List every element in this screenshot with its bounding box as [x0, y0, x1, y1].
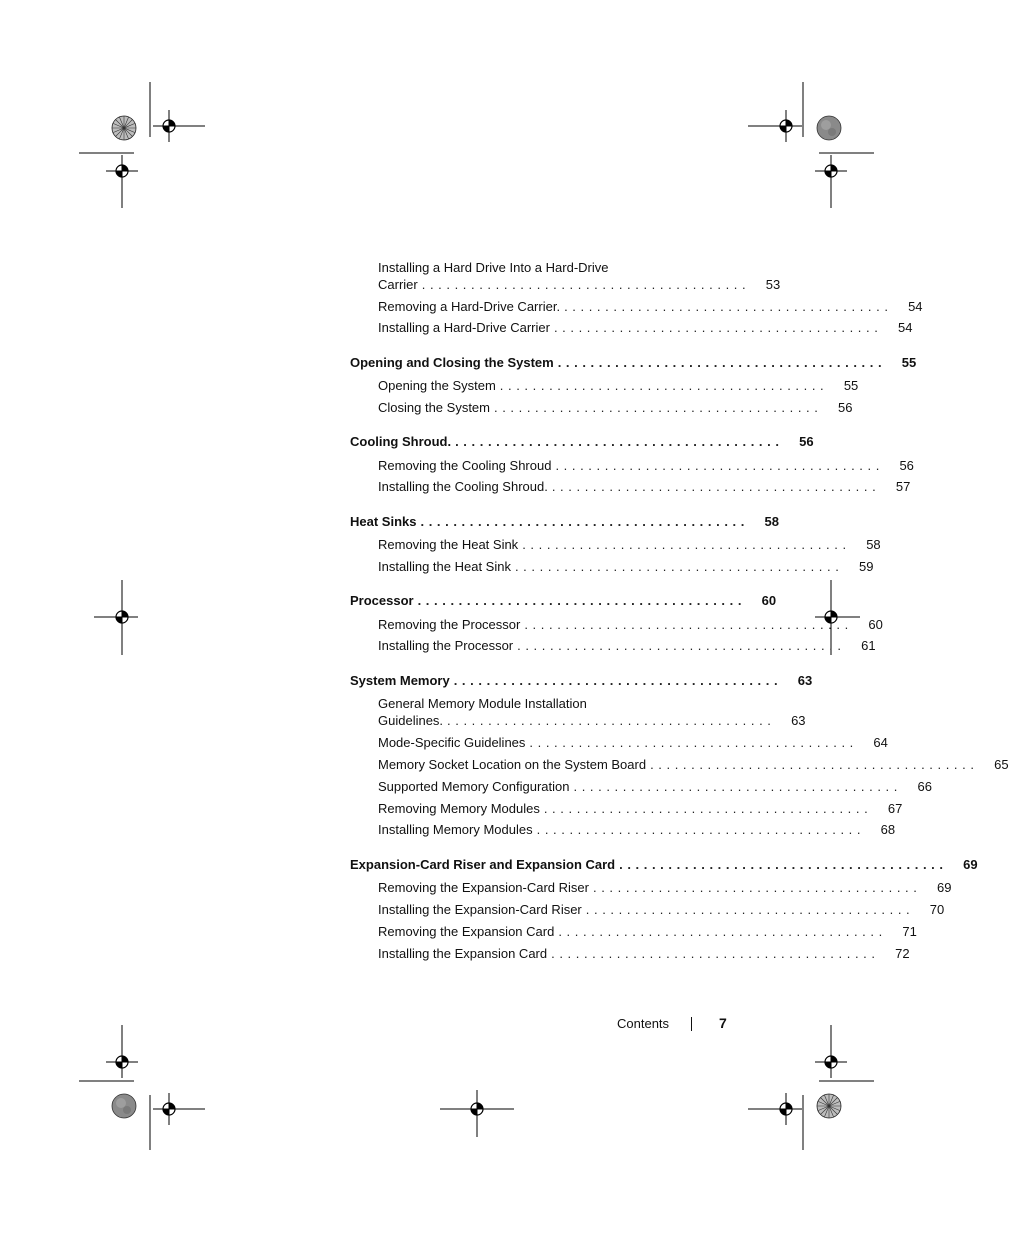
- leader-dots: ........................................: [592, 880, 922, 895]
- toc-entry-label: Removing Memory Modules: [378, 801, 540, 816]
- leader-dots: ........................................: [536, 822, 866, 837]
- toc-section-label: Heat Sinks: [350, 514, 417, 529]
- leader-dots: ........................................: [551, 946, 880, 961]
- footer-section-label: Contents: [617, 1016, 670, 1031]
- leader-dots: ........................................: [494, 400, 823, 415]
- toc-section-label: Processor: [350, 593, 414, 608]
- leader-dots: ........................................: [573, 779, 902, 794]
- toc-entry-label: Mode-Specific Guidelines: [378, 735, 526, 750]
- leader-dots: ........................................: [522, 537, 851, 552]
- toc-entry-opening-system[interactable]: [378, 378, 859, 394]
- toc-entry-installing-riser[interactable]: [378, 902, 945, 918]
- toc-page-number: 56: [838, 400, 853, 415]
- toc-entry-installing-memory[interactable]: [378, 822, 896, 838]
- leader-dots: ........................................: [499, 378, 829, 393]
- leader-dots: ........................................: [650, 757, 979, 772]
- toc-entry-label: Closing the System: [378, 400, 490, 415]
- toc-page-number: 71: [902, 924, 917, 939]
- toc-section-label: Expansion-Card Riser and Expansion Card: [350, 857, 616, 872]
- leader-dots: ........................................: [524, 617, 853, 632]
- toc-entry-label: Removing the Heat Sink: [378, 537, 519, 552]
- gray-disc-mark-bottom-left: [112, 1094, 136, 1118]
- toc-entry-installing-shroud[interactable]: [378, 479, 911, 495]
- leader-dots: ........................................: [558, 924, 887, 939]
- toc-section-label: System Memory: [350, 673, 450, 688]
- toc-entry-installing-processor[interactable]: [378, 638, 876, 654]
- leader-dots: ........................................: [543, 801, 873, 816]
- toc-entry-mode-specific[interactable]: [378, 735, 888, 751]
- toc-entry-wrap-line: Installing a Hard Drive Into a Hard-Drive: [378, 260, 609, 275]
- leader-dots: ........................................: [447, 713, 776, 728]
- toc-page-number: 59: [858, 559, 874, 574]
- toc-section-label: Opening and Closing the System: [350, 355, 554, 370]
- toc-page-number: 70: [929, 902, 945, 917]
- toc-entry-removing-hd-carrier[interactable]: [378, 299, 923, 315]
- footer-page-number: 7: [719, 1015, 727, 1031]
- leader-dots: ........................................: [453, 673, 783, 688]
- leader-dots: ........................................: [417, 593, 747, 608]
- leader-dots: ........................................: [514, 559, 844, 574]
- toc-page-number: 61: [861, 638, 876, 653]
- toc-page-number: 57: [895, 479, 911, 494]
- toc-entry-label: Installing the Expansion Card: [378, 946, 548, 961]
- crop-mark-top-right: [803, 82, 874, 153]
- leader-dots: ........................................: [529, 735, 858, 750]
- toc-section-heat-sinks[interactable]: [350, 514, 779, 530]
- toc-entry-installing-hd-carrier[interactable]: [378, 320, 913, 336]
- toc-page-number: 68: [880, 822, 896, 837]
- leader-dots: ........................................: [455, 434, 784, 449]
- toc-page-number: 58: [866, 537, 881, 552]
- toc-entry-closing-system[interactable]: [378, 400, 853, 416]
- toc-entry-label: Installing the Cooling Shroud.: [378, 479, 548, 494]
- toc-entry-supported-config[interactable]: [378, 779, 932, 795]
- toc-entry-label: Removing the Cooling Shroud: [378, 458, 552, 473]
- toc-page-number: 54: [897, 320, 913, 335]
- toc-page-number: 72: [895, 946, 910, 961]
- toc-page-number: 63: [797, 673, 813, 688]
- toc-page-number: 55: [843, 378, 859, 393]
- leader-dots: ........................................: [619, 857, 948, 872]
- toc-page-number: 58: [764, 514, 779, 529]
- toc-section-processor[interactable]: [350, 593, 777, 609]
- crop-mark-bottom-right: [803, 1081, 874, 1150]
- toc-entry-label: Carrier: [378, 277, 418, 292]
- toc-entry-label: Removing the Expansion-Card Riser: [378, 880, 589, 895]
- toc-entry-installing-card[interactable]: [378, 946, 910, 962]
- toc-page-number: 55: [901, 355, 917, 370]
- toc-entry-label: Installing the Expansion-Card Riser: [378, 902, 582, 917]
- toc-entry-label: Opening the System: [378, 378, 496, 393]
- leader-dots: ........................................: [421, 277, 751, 292]
- footer-divider: [691, 1017, 692, 1031]
- toc-page-number: 56: [799, 434, 814, 449]
- toc-entry-installing-heat-sink[interactable]: [378, 559, 874, 575]
- leader-dots: ........................................: [553, 320, 883, 335]
- toc-page-number: 69: [963, 857, 978, 872]
- toc-page-number: 65: [994, 757, 1009, 772]
- toc-entry-removing-riser[interactable]: [378, 880, 952, 896]
- toc-entry-label: Removing the Processor: [378, 617, 521, 632]
- leader-dots: ........................................: [557, 355, 887, 370]
- starburst-mark-top-left: [112, 116, 136, 140]
- toc-entry-label: Guidelines.: [378, 713, 444, 728]
- toc-page-number: 63: [791, 713, 806, 728]
- toc-section-opening-closing[interactable]: [350, 355, 917, 371]
- toc-entry-install-hd-into-carrier[interactable]: [378, 277, 781, 293]
- leader-dots: ........................................: [420, 514, 749, 529]
- toc-entry-removing-shroud[interactable]: [378, 458, 914, 474]
- toc-entry-label: Installing Memory Modules: [378, 822, 533, 837]
- toc-page-number: 66: [917, 779, 932, 794]
- crop-mark-top-left: [79, 82, 150, 153]
- toc-entry-label: Installing the Processor: [378, 638, 514, 653]
- toc-page-number: 69: [937, 880, 952, 895]
- toc-entry-general-guidelines[interactable]: [378, 713, 806, 729]
- gray-disc-mark-top-right: [817, 116, 841, 140]
- crop-mark-bottom-left: [79, 1081, 150, 1150]
- toc-section-label: Cooling Shroud.: [350, 434, 452, 449]
- toc-entry-removing-memory[interactable]: [378, 801, 903, 817]
- toc-entry-socket-location[interactable]: [378, 757, 1009, 773]
- toc-entry-removing-card[interactable]: [378, 924, 917, 940]
- toc-entry-label: Installing the Heat Sink: [378, 559, 511, 574]
- leader-dots: ........................................: [517, 638, 846, 653]
- leader-dots: ........................................: [564, 299, 893, 314]
- toc-page-number: 60: [761, 593, 777, 608]
- starburst-mark-bottom-right: [817, 1094, 841, 1118]
- toc-entry-wrap-line: General Memory Module Installation: [378, 696, 587, 711]
- toc-page-number: 67: [887, 801, 903, 816]
- toc-entry-label: Installing a Hard-Drive Carrier: [378, 320, 550, 335]
- toc-entry-label: Memory Socket Location on the System Board: [378, 757, 647, 772]
- toc-entry-removing-processor[interactable]: [378, 617, 883, 633]
- toc-page-number: 54: [908, 299, 923, 314]
- toc-entry-removing-heat-sink[interactable]: [378, 537, 881, 553]
- toc-page-number: 60: [868, 617, 883, 632]
- leader-dots: ........................................: [551, 479, 881, 494]
- toc-section-cooling-shroud[interactable]: [350, 434, 814, 450]
- leader-dots: ........................................: [585, 902, 915, 917]
- toc-page-number: 56: [899, 458, 914, 473]
- toc-section-expansion[interactable]: [350, 857, 978, 873]
- leader-dots: ........................................: [555, 458, 884, 473]
- toc-entry-label: Removing a Hard-Drive Carrier.: [378, 299, 561, 314]
- toc-page-number: 64: [873, 735, 888, 750]
- toc-page-number: 53: [765, 277, 781, 292]
- toc-entry-label: Supported Memory Configuration: [378, 779, 570, 794]
- toc-section-system-memory[interactable]: [350, 673, 813, 689]
- toc-entry-label: Removing the Expansion Card: [378, 924, 555, 939]
